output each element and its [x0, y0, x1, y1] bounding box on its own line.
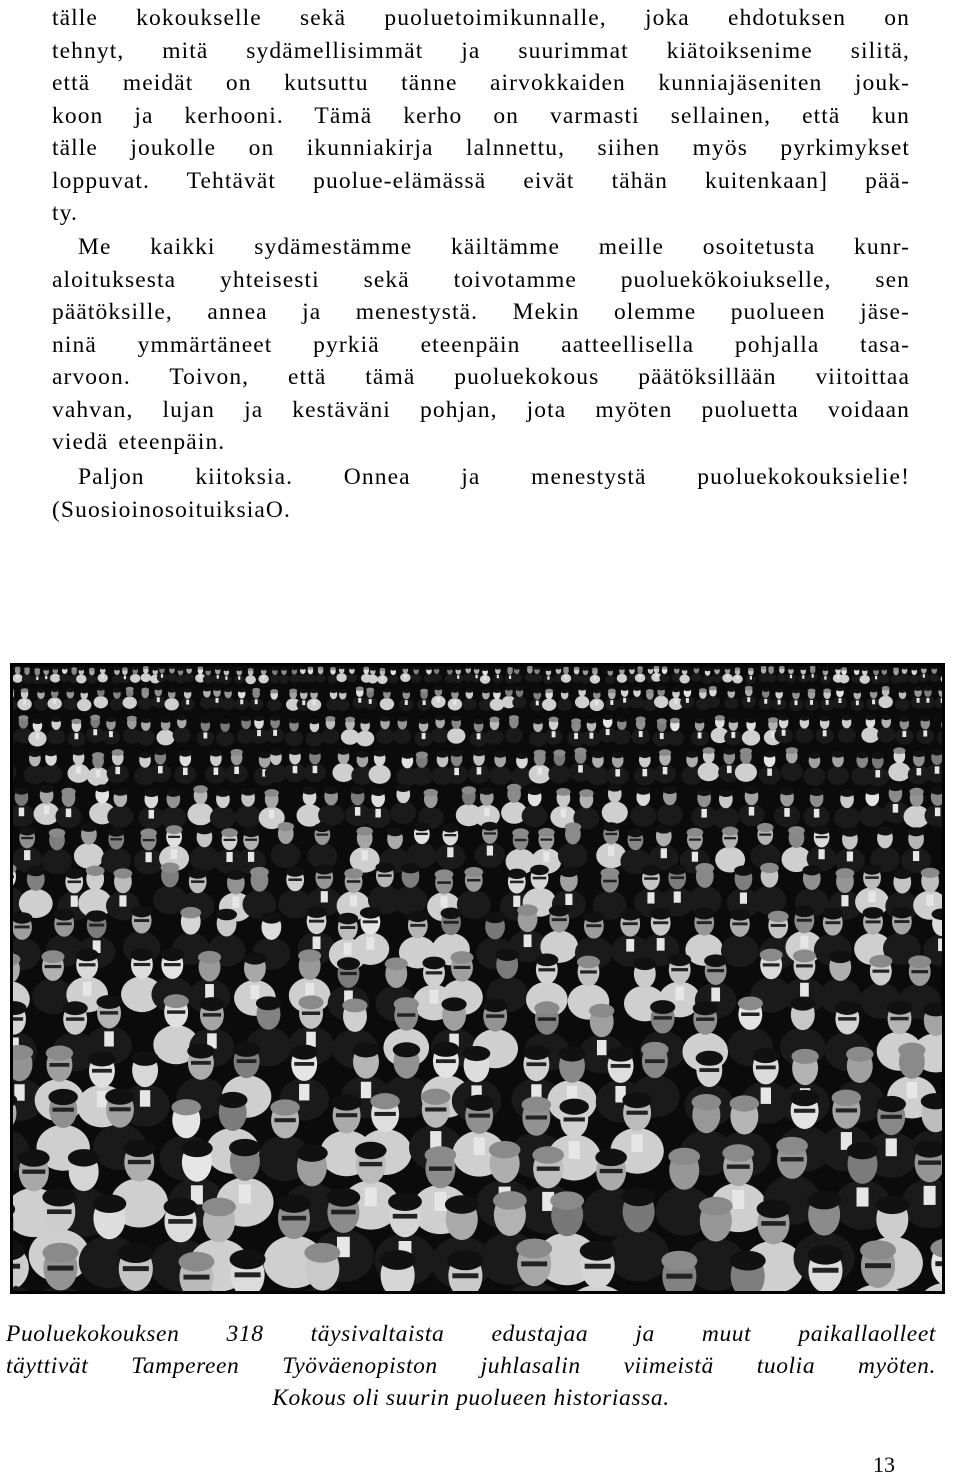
text-line: vahvan, lujan ja kestäväni pohjan, jota myöten puoluetta voidaan — [52, 396, 910, 423]
caption-line: Puoluekokouksen 318 täysivaltaista edustajaa ja muut paikallaolleet — [6, 1321, 936, 1347]
text-line: Paljon kiitoksia. Onnea ja menestystä puoluekokouksielie! — [78, 464, 910, 490]
crowd-photo-illustration — [10, 663, 945, 1294]
assembly-hall-photo — [10, 663, 945, 1294]
paragraph-2 — [52, 231, 910, 459]
text-line: tälle kokoukselle sekä puoluetoimikunnalle, joka ehdotuksen on — [52, 5, 910, 31]
text-line: arvoon. Toivon, että tämä puoluekokous päätöksillään viitoittaa — [52, 364, 910, 390]
paragraph-3 — [52, 461, 910, 526]
text-line: (SuosioinosoituiksiaO. — [52, 496, 291, 523]
text-line: päätöksille, annea ja menestystä. Mekin olemme puolueen jäse- — [52, 299, 910, 325]
text-line: viedä eteenpäin. — [52, 429, 226, 455]
page-number: 13 — [873, 1452, 895, 1477]
photo-caption — [6, 1318, 936, 1414]
text-line: Me kaikki sydämestämme käiltämme meille osoitetusta kunr- — [78, 234, 910, 260]
text-line: tälle joukolle on ikunniakirja lalnnettu, siihen myös pyrkimykset — [52, 135, 910, 161]
text-line: ty. — [52, 200, 78, 226]
caption-line: Kokous oli suurin puolueen historiassa. — [272, 1385, 670, 1411]
caption-line: täyttivät Tampereen Työväenopiston juhlasalin viimeistä tuolia myöten. — [6, 1353, 936, 1379]
text-line: aloituksesta yhteisesti sekä toivotamme puoluekökoiukselle, sen — [52, 266, 910, 293]
paragraph-1 — [52, 2, 910, 230]
text-line: että meidät on kutsuttu tänne airvokkaiden kunniajäseniten jouk- — [52, 70, 910, 96]
text-line: ninä ymmärtäneet pyrkiä eteenpäin aatteellisella pohjalla tasa- — [52, 331, 910, 358]
text-line: koon ja kerhooni. Tämä kerho on varmasti sellainen, että kun — [52, 102, 910, 129]
text-line: loppuvat. Tehtävät puolue-elämässä eivät tähän kuitenkaan] pää- — [52, 167, 910, 194]
text-line: tehnyt, mitä sydämellisimmät ja suurimmat kiätoiksenime silitä, — [52, 37, 910, 64]
